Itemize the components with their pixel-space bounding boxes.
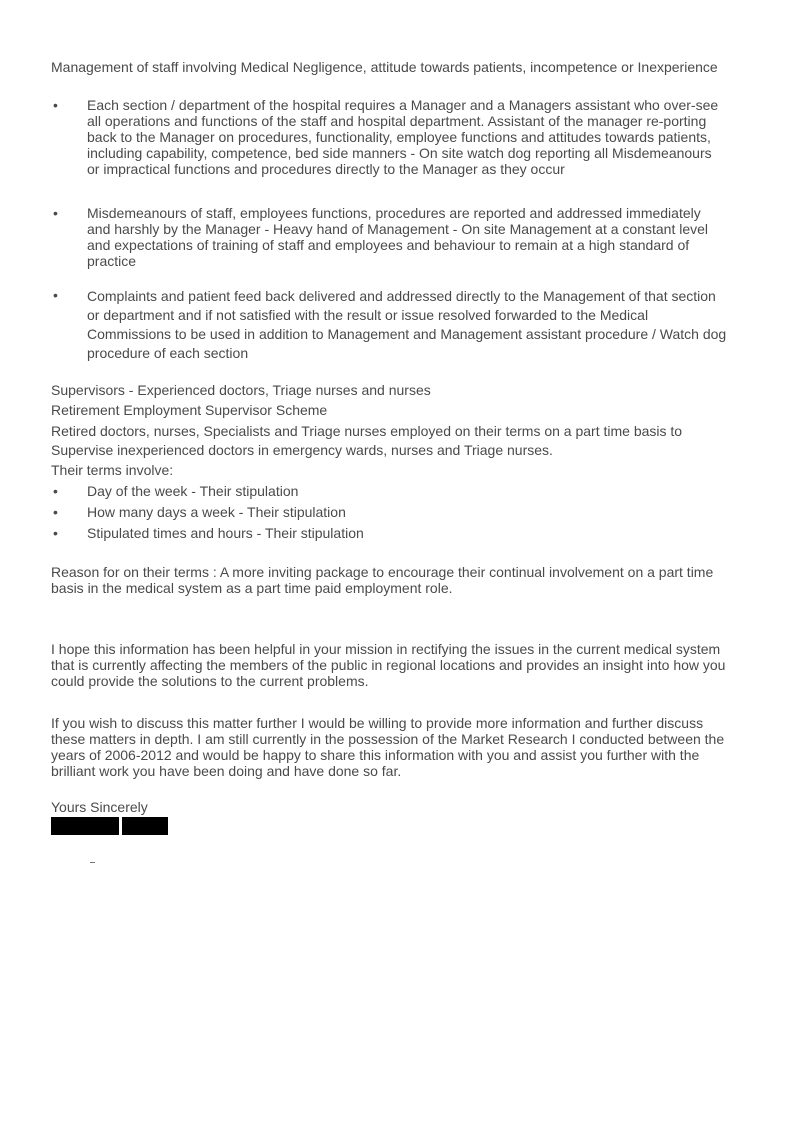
list-item-text: Complaints and patient feed back delivered and addressed directly to the Management of that section or department and if not satisfied with the result or issue resolved forwarded to the Medical Commissions to be used in addition to Management and Management assistant procedure / Watch dog procedure of each section	[87, 288, 727, 361]
supervisors-line: Supervisors - Experienced doctors, Triage nurses and nurses	[51, 382, 431, 398]
bullet-marker: •	[53, 483, 58, 499]
bullet-marker: •	[53, 287, 58, 303]
scheme-text: Retired doctors, nurses, Specialists and Triage nurses employed on their terms on a part time basis to Supervise inexperienced doctors in emergency wards, nurses and Triage nurses.	[51, 423, 683, 458]
bullet-marker: •	[53, 504, 58, 520]
terms-intro: Their terms involve:	[51, 462, 174, 478]
redacted-signature	[122, 817, 168, 835]
list-item-text: Day of the week - Their stipulation	[87, 483, 299, 499]
list-item-text: How many days a week - Their stipulation	[87, 504, 346, 520]
discuss-paragraph: If you wish to discuss this matter further I would be willing to provide more information and further discuss these matters in depth. I am still currently in the possession of the Market Research I conducted between the years of 2006-2012 and would be happy to share this information with you and assist you further with the brilliant work you have been doing and have done so far.	[51, 715, 725, 779]
closing-line: Yours Sincerely	[51, 799, 148, 815]
scan-speck	[90, 862, 95, 863]
bullet-marker: •	[53, 525, 58, 541]
bullet-marker: •	[53, 97, 58, 113]
bullet-marker: •	[53, 205, 58, 221]
list-item-text: Each section / department of the hospital requires a Manager and a Managers assistant who over-see all operations and functions of the staff and hospital department. Assistant of the manager re-porting back to the Manager on procedures, functionality, employee functions and attitudes towards patients, including capability, competence, bed side manners - On site watch dog reporting all Misdemeanours or impractical functions and procedures directly to the Manager as they occur	[87, 97, 719, 177]
list-item-text: Stipulated times and hours - Their stipulation	[87, 525, 364, 541]
section-heading: Management of staff involving Medical Negligence, attitude towards patients, incompetence or Inexperience	[51, 59, 718, 75]
hope-paragraph: I hope this information has been helpful in your mission in rectifying the issues in the current medical system that is currently affecting the members of the public in regional locations and provides an insight into how you could provide the solutions to the current problems.	[51, 641, 726, 689]
list-item-text: Misdemeanours of staff, employees functions, procedures are reported and addressed immediately and harshly by the Manager - Heavy hand of Management - On site Management at a constant level and expectations of training of staff and employees and behaviour to remain at a high standard of practice	[87, 205, 709, 269]
scheme-title: Retirement Employment Supervisor Scheme	[51, 402, 328, 418]
reason-paragraph: Reason for on their terms : A more inviting package to encourage their continual involvement on a part time basis in the medical system as a part time paid employment role.	[51, 564, 714, 596]
redacted-signature	[51, 817, 119, 835]
